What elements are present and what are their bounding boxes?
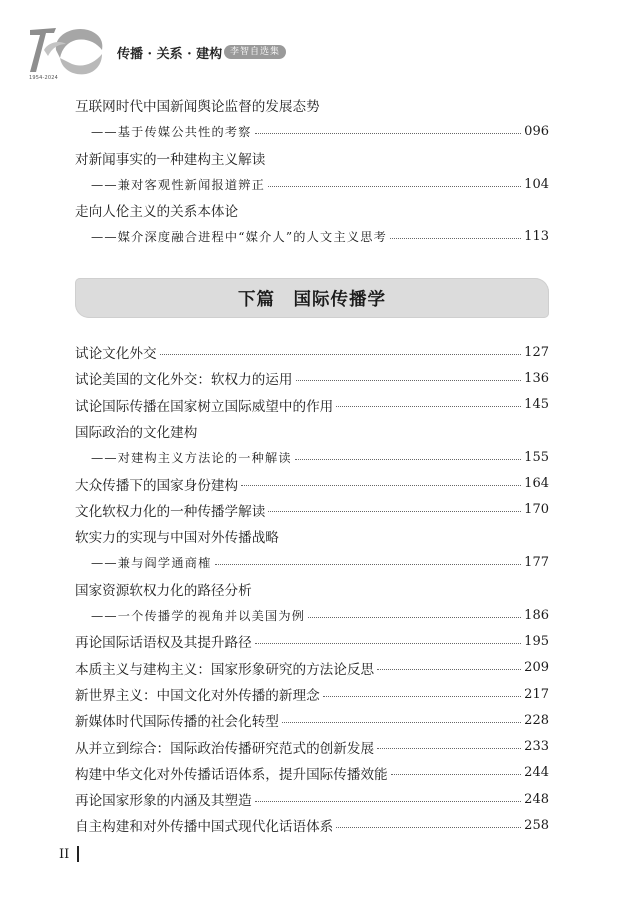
toc-subtitle-entry[interactable] (75, 549, 549, 575)
toc-entry-page: 244 (524, 765, 549, 781)
toc-subtitle-entry[interactable] (75, 602, 549, 628)
toc-entry-title: 新世界主义：中国文化对外传播的新理念 (75, 688, 320, 704)
toc-entry[interactable] (75, 92, 549, 118)
toc-entry[interactable] (75, 733, 549, 759)
leader-dots (160, 354, 522, 355)
toc-entry-title: ——媒介深度融合进程中“媒介人”的人文主义思考 (91, 230, 387, 245)
toc-entry-title: ——一个传播学的视角并以美国为例 (91, 608, 306, 623)
leader-dots (255, 133, 522, 134)
page-footer (59, 846, 79, 862)
toc-entry-title: 新媒体时代国际传播的社会化转型 (75, 714, 279, 731)
toc-entry-page: 104 (524, 176, 549, 192)
leader-dots (295, 459, 521, 460)
toc-entry[interactable] (75, 655, 549, 681)
toc-entry[interactable] (75, 576, 549, 602)
toc-entry-title: 国家资源软权力化的路径分析 (75, 582, 252, 599)
toc-entry-title: 本质主义与建构主义：国家形象研究的方法论反思 (75, 661, 375, 678)
toc-entry[interactable] (75, 812, 549, 838)
toc-subtitle-entry[interactable] (75, 223, 549, 249)
toc-entry[interactable] (75, 497, 549, 523)
toc-subtitle-entry[interactable] (75, 118, 549, 144)
leader-dots (282, 722, 521, 723)
leader-dots (391, 774, 522, 775)
leader-dots (336, 827, 521, 828)
leader-dots (241, 485, 521, 486)
toc-subtitle-entry[interactable] (75, 444, 549, 470)
section-title: 下篇 国际传播学 (238, 289, 386, 310)
toc-entry[interactable] (75, 786, 549, 812)
toc-entry-page: 170 (524, 502, 549, 518)
collection-badge: 李智自选集 (224, 45, 286, 59)
toc-entry-page: 113 (524, 229, 549, 245)
toc-entry-title: 自主构建和对外传播中国式现代化话语体系 (75, 819, 334, 836)
leader-dots (323, 696, 521, 697)
toc-entry[interactable] (75, 145, 549, 171)
toc-entry-title: ——对建构主义方法论的一种解读 (91, 450, 292, 465)
toc-entry-title: 走向人伦主义的关系本体论 (75, 204, 239, 221)
toc-entry[interactable] (75, 418, 549, 444)
toc-entry[interactable] (75, 470, 549, 496)
leader-dots (377, 748, 521, 749)
toc-entry-page: 233 (524, 739, 549, 755)
leader-dots (255, 643, 521, 644)
toc-entry-title: 构建中华文化对外传播话语体系，提升国际传播效能 (75, 766, 388, 783)
toc-upper-list (75, 92, 549, 250)
toc-entry-title: 国际政治的文化建构 (75, 425, 198, 442)
toc-entry-title: 大众传播下的国家身份建构 (75, 477, 239, 494)
toc-entry-page: 096 (524, 123, 549, 139)
toc-entry-page: 228 (524, 712, 549, 728)
running-head-title: 传播 · 关系 · 建构 (117, 47, 223, 62)
toc-entry-title: 文化软权力化的一种传播学解读 (75, 503, 266, 520)
leader-dots (268, 511, 521, 512)
toc-entry[interactable] (75, 365, 549, 391)
toc-entry-page: 164 (524, 476, 549, 492)
toc-entry-title: 从并立到综合：国际政治传播研究范式的创新发展 (75, 740, 375, 757)
toc-entry-title: 试论国际传播在国家树立国际威望中的作用 (75, 398, 334, 415)
toc-entry-page: 155 (524, 449, 549, 465)
leader-dots (215, 564, 522, 565)
toc-entry[interactable] (75, 760, 549, 786)
footer-divider (77, 846, 79, 862)
toc-entry-title: 软实力的实现与中国对外传播战略 (75, 530, 279, 547)
leader-dots (255, 801, 521, 802)
toc-entry-title: 再论国际话语权及其提升路径 (75, 635, 252, 652)
leader-dots (390, 238, 521, 239)
toc-entry-title: 互联网时代中国新闻舆论监督的发展态势 (75, 99, 320, 116)
toc-entry-page: 177 (524, 555, 549, 571)
toc-subtitle-entry[interactable] (75, 171, 549, 197)
toc-entry-title: 试论文化外交 (75, 346, 157, 363)
toc-entry-title: 再论国家形象的内涵及其塑造 (75, 793, 252, 810)
toc-entry-title: 试论美国的文化外交：软权力的运用 (75, 372, 293, 389)
leader-dots (308, 617, 521, 618)
toc-entry-title: 对新闻事实的一种建构主义解读 (75, 151, 266, 168)
toc-lower-list (75, 339, 549, 839)
toc-entry-page: 258 (524, 817, 549, 833)
toc-entry[interactable] (75, 392, 549, 418)
toc-entry[interactable] (75, 681, 549, 707)
toc-entry-page: 136 (524, 370, 549, 386)
toc-entry[interactable] (75, 339, 549, 365)
section-banner (75, 278, 549, 318)
toc-entry-page: 248 (524, 791, 549, 807)
toc-entry-title: ——兼对客观性新闻报道辨正 (91, 177, 266, 192)
toc-entry[interactable] (75, 197, 549, 223)
leader-dots (377, 669, 521, 670)
toc-entry-page: 209 (524, 660, 549, 676)
toc-entry-page: 127 (524, 344, 549, 360)
toc-entry-page: 217 (524, 686, 549, 702)
toc-entry-title: ——兼与阎学通商榷 (91, 556, 212, 571)
leader-dots (268, 186, 521, 187)
page-number: II (59, 846, 70, 862)
toc-entry-title: ——基于传媒公共性的考察 (91, 124, 252, 139)
leader-dots (296, 380, 522, 381)
toc-entry-page: 145 (524, 397, 549, 413)
toc-entry-page: 195 (524, 633, 549, 649)
toc-entry[interactable] (75, 523, 549, 549)
toc-entry-page: 186 (524, 607, 549, 623)
anniversary-70-logo (26, 22, 108, 82)
leader-dots (336, 406, 521, 407)
logo-year: 1954-2024 (29, 75, 59, 81)
toc-entry[interactable] (75, 707, 549, 733)
toc-entry[interactable] (75, 628, 549, 654)
